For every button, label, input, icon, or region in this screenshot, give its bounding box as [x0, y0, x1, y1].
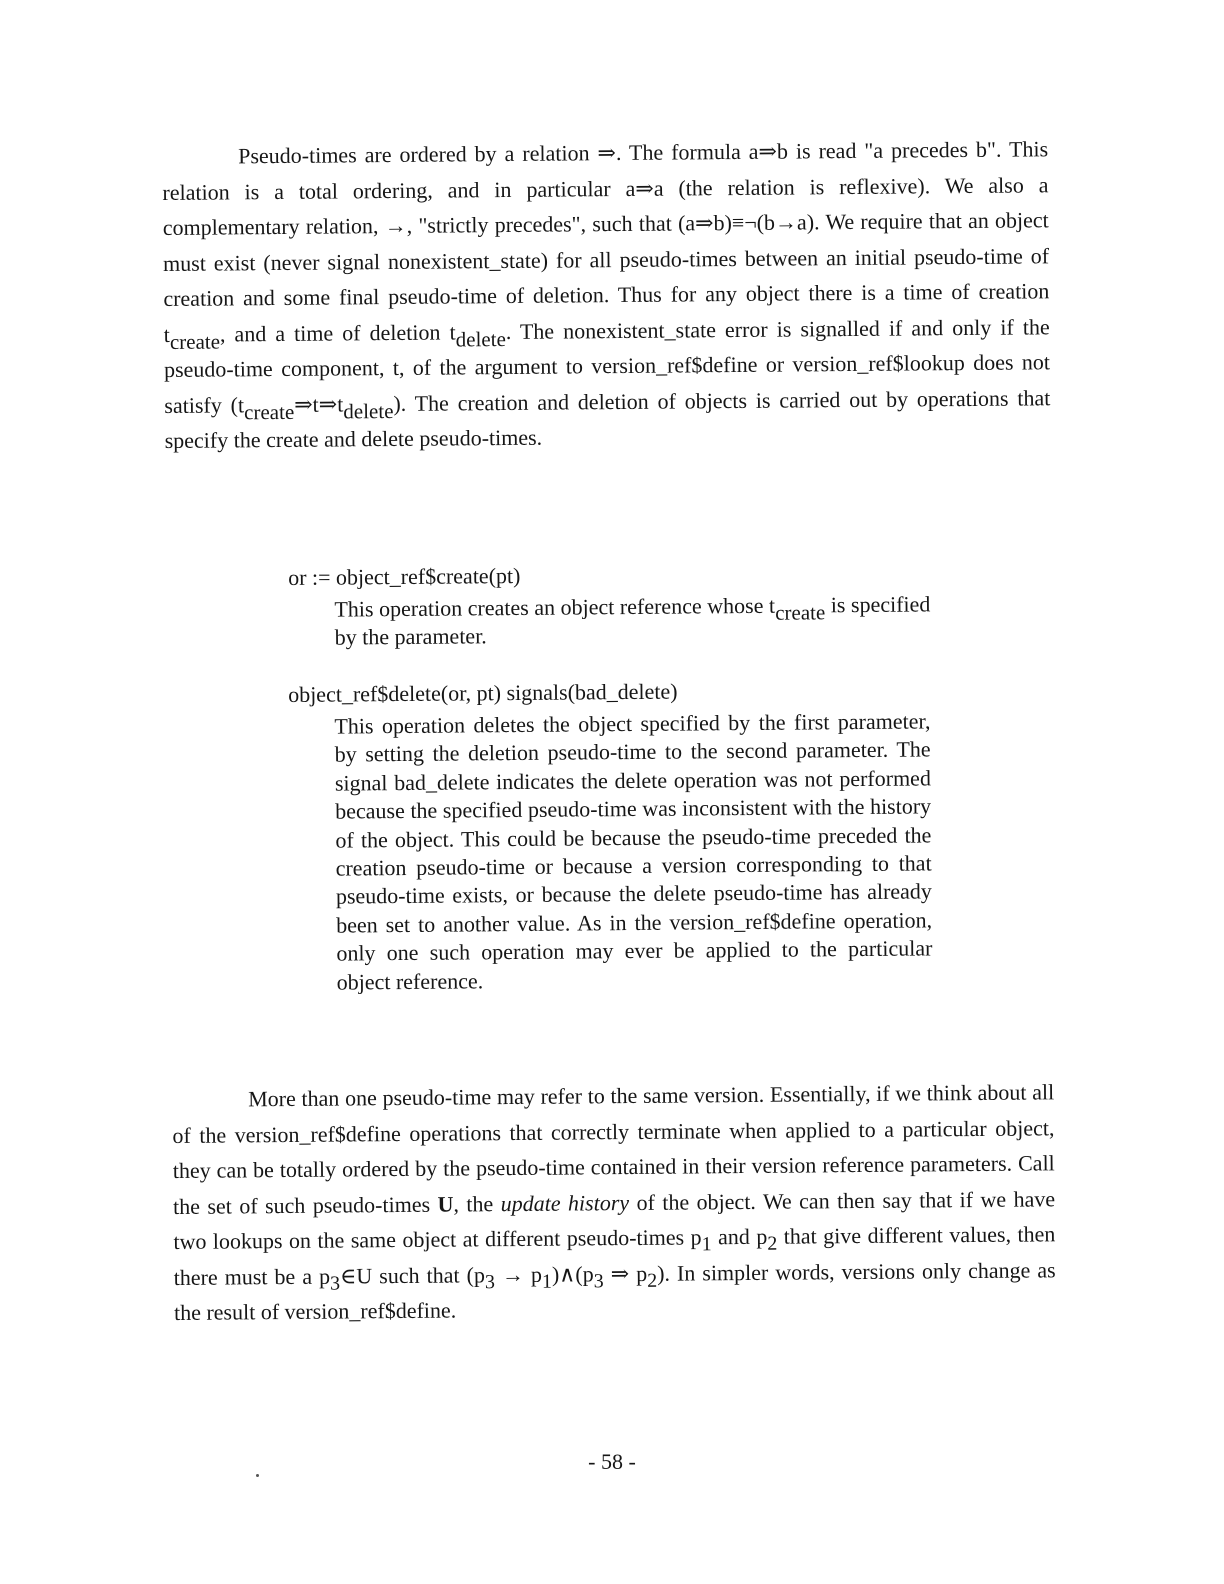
operation-create [288, 557, 939, 652]
operation-description: This operation creates an object reference whose $t_{create}$ is specified by the parameter. [334, 591, 931, 651]
subscript: 2 [647, 1269, 658, 1292]
paragraph-pseudo-time-ordering: Pseudo-times are ordered by a relation ⇒. The formula a⇒b is read "a precedes b". This relation is a total ordering, and in particular a⇒a (the relation is reflexive). We also a complementary relation, →, "strictly precedes", such that (a⇒b)≡¬(b→a). We require that an object must exist (never signal nonexistent_state) for all pseudo-times between an initial pseudo-time of creation and some final pseudo-time of deletion. Thus for any object there is a time of creation $t_{create}$, and a time of deletion $t_{delete}$. The nonexistent_state error is signalled if and only if the pseudo-time component, t, of the argument to version_ref$define or version_ref$lookup does not satisfy $(t_{create}\Rightarrow t\Rightarrow t_{delete})$. The creation and deletion of objects is carried out by operations that specify the create and delete pseudo-times. [162, 136, 1051, 453]
operation-signature: object_ref$delete(or, pt) signals(bad_delete) [288, 678, 678, 707]
subscript: delete [455, 326, 506, 351]
subscript: 1 [541, 1270, 553, 1293]
subscript: 1 [701, 1233, 712, 1256]
indent [162, 163, 238, 164]
page-number: - 58 - [588, 1449, 636, 1474]
paragraph-update-history: More than one pseudo-time may refer to the same version. Essentially, if we think about all of the version_ref$define operations that correctly terminate when applied to a particular object, they can be totally ordered by the pseudo-time contained in their version reference parameters. Call the set of such pseudo-times U, the update history of the object. We can then say that if we have two lookups on the same object at different pseudo-times $p_1$ and $p_2$ that give different values, then there must be a $p_3\in U$ such that ($p_3$ → $p_1)\wedge(p_3$ ⇒ $p_2$). In simpler words, versions only change as the result of version_ref$define. [172, 1079, 1056, 1325]
subscript: create [169, 329, 221, 354]
operation-signature: or := object_ref$create(pt) [288, 562, 521, 590]
subscript: 3 [484, 1270, 496, 1293]
indent [172, 1106, 248, 1107]
operation-description: This operation deletes the object specified by the first parameter, by setting the deletion pseudo-time to the second parameter. The signal bad_delete indicates the delete operation was not performed because the specified pseudo-time was inconsistent with the history of the object. This could be because the pseudo-time preceded the creation pseudo-time or because a version corresponding to that pseudo-time exists, or because the delete pseudo-time has already been set to another value. As in the version_ref$define operation, only one such operation may ever be applied to the particular object reference. [334, 708, 933, 995]
subscript: 3 [329, 1272, 341, 1295]
subscript: 2 [767, 1232, 778, 1255]
subscript: 3 [593, 1269, 604, 1292]
operation-delete [288, 674, 941, 997]
defined-term: update history [500, 1189, 630, 1216]
subscript: create [243, 399, 295, 424]
scan-speck [256, 1474, 259, 1477]
subscript: create [775, 600, 826, 625]
set-symbol: U [437, 1191, 454, 1217]
subscript: delete [343, 398, 394, 423]
